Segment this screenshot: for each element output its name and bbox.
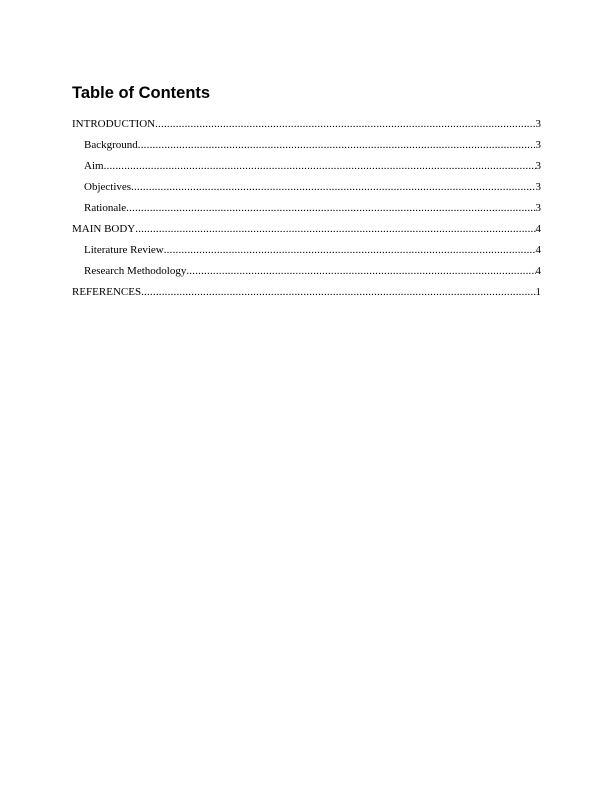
toc-entry-references[interactable]	[72, 284, 541, 305]
toc-dot-leader	[186, 263, 535, 279]
toc-entry-label: Literature Review	[84, 244, 164, 256]
toc-page-number: 4	[535, 265, 541, 277]
toc-dot-leader	[135, 221, 535, 237]
toc-entry-label: Aim	[84, 160, 104, 172]
toc-page-number: 1	[535, 286, 541, 298]
toc-entry-label: MAIN BODY	[72, 223, 136, 235]
toc-entry-label: Objectives	[84, 181, 132, 193]
toc-entry-objectives[interactable]	[72, 179, 541, 200]
toc-entry-label: Background	[84, 139, 138, 151]
toc-dot-leader	[131, 179, 535, 195]
toc-dot-leader	[104, 158, 536, 174]
toc-page-number: 3	[535, 181, 541, 193]
toc-entry-label: REFERENCES	[72, 286, 142, 298]
toc-entry-main-body[interactable]	[72, 221, 541, 242]
toc-entry-literature-review[interactable]	[72, 242, 541, 263]
toc-entry-rationale[interactable]	[72, 200, 541, 221]
toc-entry-label: Research Methodology	[84, 265, 187, 277]
toc-page-number: 4	[535, 223, 541, 235]
toc-dot-leader	[164, 242, 536, 258]
toc-page-number: 3	[535, 139, 541, 151]
toc-list	[72, 116, 541, 305]
toc-entry-label: Rationale	[84, 202, 127, 214]
toc-title: Table of Contents	[72, 84, 211, 102]
toc-entry-aim[interactable]	[72, 158, 541, 179]
toc-page-number: 4	[535, 244, 541, 256]
toc-entry-background[interactable]	[72, 137, 541, 158]
toc-entry-label: INTRODUCTION	[72, 118, 156, 130]
toc-page-number: 3	[535, 160, 541, 172]
toc-dot-leader	[138, 137, 536, 153]
toc-entry-research-methodology[interactable]	[72, 263, 541, 284]
toc-dot-leader	[155, 116, 535, 132]
toc-page-number: 3	[535, 202, 541, 214]
toc-entry-introduction[interactable]	[72, 116, 541, 137]
toc-dot-leader	[126, 200, 535, 216]
toc-dot-leader	[141, 284, 535, 300]
toc-page-number: 3	[535, 118, 541, 130]
